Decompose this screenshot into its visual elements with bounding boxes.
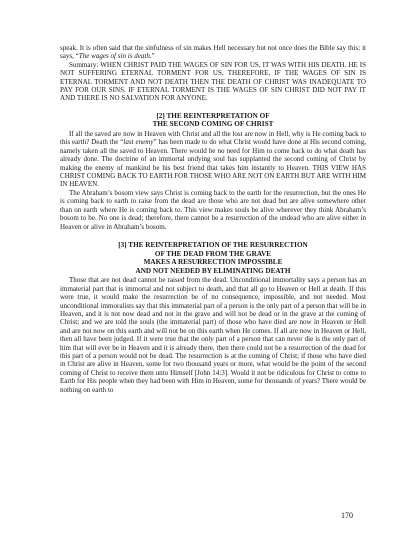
paragraph: Those that are not dead cannot be raised from the dead. Unconditional immortality says a person has an immaterial part that is immortal and not subject to death, and that all go to Heaven or Hell at death. If this were true, it would make the resurrection be of no consequence, impossible, and not needed. Most unconditional immoralists say that this immaterial part of a person is the only part of a person that will be in Heaven, and it is not now dead and not in the grave and will not be dead or in the grave at the coming of Christ; and we are told the souls (the immaterial part) of those who have died are now in Heaven or Hell and are not now on this earth and will not be on this earth when He comes. If all are now in Heaven or Hell, then all have been judged. If it were true that the only part of a person that can never die is the only part of him that will ever be in Heaven and it is already there, then there could not be a resurrection of the dead for this part of a person would not be dead. The resurrection is at the coming of Christ; if those who have died in Christ are alive in Heaven, some for two thousand years or more, what would be the point of the second coming of Christ to receive them unto Himself [John 14:3]. Would it not be ridiculous for Christ to come to Earth for His people when they had been with Him in Heaven, some for thousands of years? There would be nothing on earth to (60, 276, 366, 394)
summary-paragraph: Summary: WHEN CHRIST PAID THE WAGES OF SIN FOR US, IT WAS WITH HIS DEATH. HE IS NOT SUFFERING ETERNAL TORMENT FOR US, THEREFORE, IF THE WAGES OF SIN IS ETERNAL TORMENT AND NOT DEATH THEN THE DEATH OF CHRIST WAS INADEQUATE TO PAY FOR OUR SINS. IF ETERNAL TORMENT IS THE WAGES OF SIN CHRIST DID NOT PAY IT AND THERE IS NO SALVATION FOR ANYONE. (60, 60, 366, 103)
heading-line: THE SECOND COMING OF CHRIST (152, 120, 274, 129)
page-number: 170 (341, 511, 353, 520)
page-content (60, 44, 366, 394)
italic-quote: last enemy (123, 138, 154, 147)
paragraph (60, 44, 366, 61)
paragraph (60, 130, 366, 189)
heading-line: [3] THE REINTERPRETATION OF THE RESURRECTION (118, 240, 308, 249)
heading-line: OF THE DEAD FROM THE GRAVE (154, 249, 272, 258)
heading-line: MAKES A RESURRECTION IMPOSSIBLE (143, 258, 283, 267)
heading-line: AND NOT NEEDED BY ELIMINATING DEATH (135, 266, 291, 275)
paragraph: The Abraham’s bosom view says Christ is coming back to the earth for the resurrection, but the ones He is coming back to earth to raise from the dead are those who are not dead but are alive somewhere other than on earth where He is coming back to. This view makes souls be alive wherever they think Abraham’s bosom to be. No one is dead; therefore, there cannot be a resurrection of the undead who are alive either in Heaven or alive in Abraham’s bosom. (60, 188, 366, 231)
heading-line: [2] THE REINTERPRETATION OF (156, 111, 270, 120)
paragraph-text: .” (149, 52, 155, 61)
section-heading-2 (60, 112, 366, 129)
italic-quote: The wages of sin is death (78, 52, 150, 61)
paragraph-text: If all the saved are now in Heaven with Christ and all the lost are now in Hell, why is He coming back to this earth? Death the “ (60, 130, 366, 147)
section-heading-3 (60, 241, 366, 275)
paragraph-text: ” has been made to do what Christ would have done at His second coming, namely taken all the saved to Heaven. There would be no need for Him to come back to do what death has already done. The doctrine of an immortal undying soul has supplanted the second coming of Christ by making the enemy of mankind be his best friend that takes him instantly to Heaven. THIS VIEW HAS CHRIST COMING BACK TO EARTH FOR THOSE WHO ARE NOT ON EARTH BUT ARE WITH HIM IN HEAVEN. (60, 138, 366, 189)
paragraph-text: speak. It is often said that the sinfulness of sin makes Hell necessary but not once does the Bible say this; it says, “ (60, 44, 366, 61)
